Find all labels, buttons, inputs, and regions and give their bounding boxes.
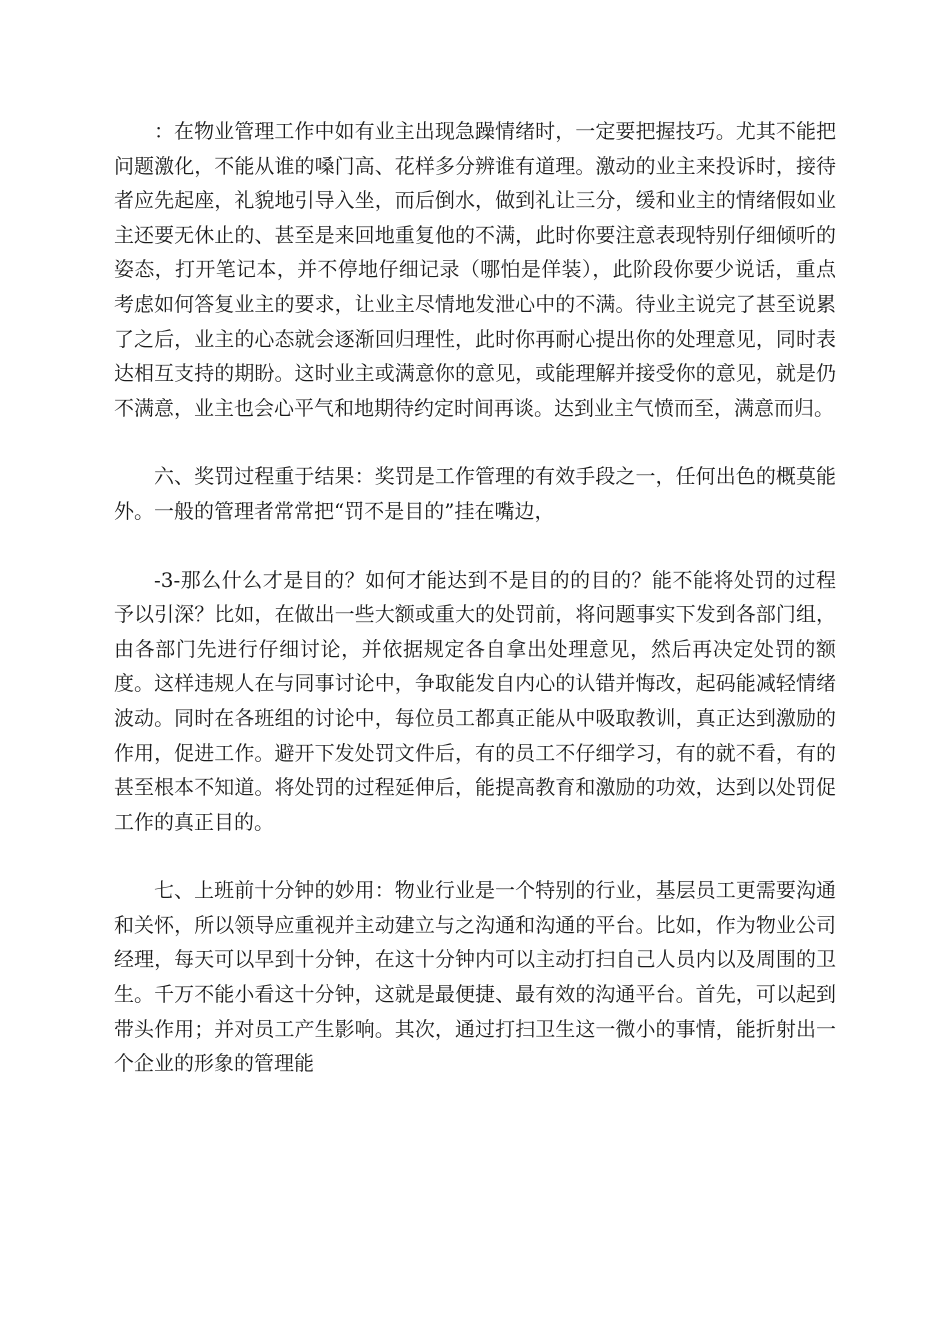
- paragraph-punishment-process: -3-那么什么才是目的？如何才能达到不是目的的目的？能不能将处罚的过程予以引深？比如，在做出一些大额或重大的处罚前，将问题事实下发到各部门组，由各部门先进行仔细讨论，并依据规定各自拿出处理意见，然后再决定处罚的额度。这样违规人在与同事讨论中，争取能发自内心的认错并悔改，起码能减轻情绪波动。同时在各班组的讨论中，每位员工都真正能从中吸取教训，真正达到激励的作用，促进工作。避开下发处罚文件后，有的员工不仔细学习，有的就不看，有的甚至根本不知道。将处罚的过程延伸后，能提高教育和激励的功效，达到以处罚促工作的真正目的。: [114, 567, 836, 834]
- paragraph-ten-minutes: 七、上班前十分钟的妙用：物业行业是一个特别的行业，基层员工更需要沟通和关怀，所以领导应重视并主动建立与之沟通和沟通的平台。比如，作为物业公司经理，每天可以早到十分钟，在这十分钟内可以主动打扫自己人员内以及周围的卫生。千万不能小看这十分钟，这就是最便捷、最有效的沟通平台。首先，可以起到带头作用；并对员工产生影响。其次，通过打扫卫生这一微小的事情，能折射出一个企业的形象的管理能: [114, 878, 836, 1076]
- document-body: [114, 114, 836, 1081]
- paragraph-complaint-handling: ：在物业管理工作中如有业主出现急躁情绪时，一定要把握技巧。尤其不能把问题激化，不能从谁的嗓门高、花样多分辨谁有道理。激动的业主来投诉时，接待者应先起座，礼貌地引导入坐，而后倒水，做到礼让三分，缓和业主的情绪假如业主还要无休止的、甚至是来回地重复他的不满，此时你要注意表现特别仔细倾听的姿态，打开笔记本，并不停地仔细记录（哪怕是佯装），此阶段你要少说话，重点考虑如何答复业主的要求，让业主尽情地发泄心中的不满。待业主说完了甚至说累了之后，业主的心态就会逐渐回归理性，此时你再耐心提出你的处理意见，同时表达相互支持的期盼。这时业主或满意你的意见，或能理解并接受你的意见，就是仍不满意，业主也会心平气和地期待约定时间再谈。达到业主气愤而至，满意而归。: [114, 119, 836, 420]
- paragraph-reward-punishment: 六、奖罚过程重于结果：奖罚是工作管理的有效手段之一，任何出色的概莫能外。一般的管理者常常把“罚不是目的”挂在嘴边，: [114, 464, 836, 523]
